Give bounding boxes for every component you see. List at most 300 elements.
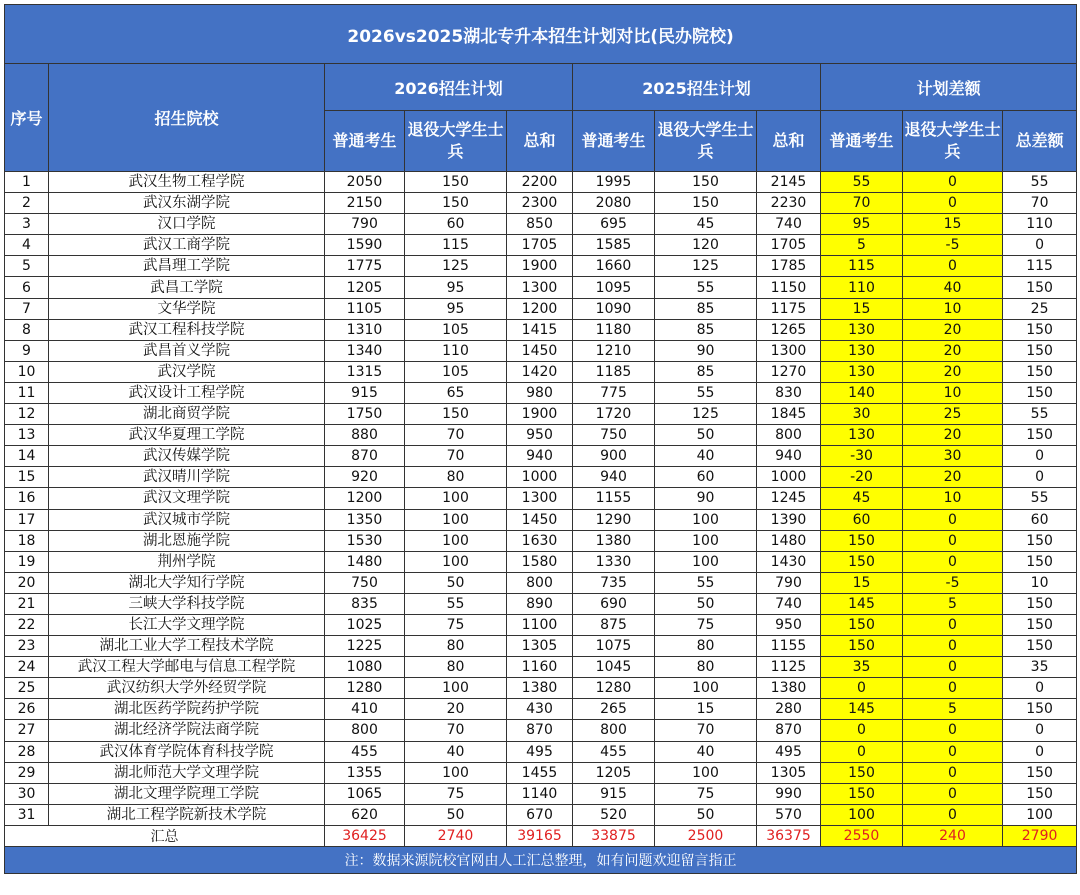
- total-diff-cell: 110: [1003, 214, 1077, 235]
- regular-2026-cell: 1225: [325, 636, 405, 657]
- seq-cell: 2: [5, 193, 49, 214]
- veteran-2026-cell: 105: [405, 361, 507, 382]
- veteran-2025-cell: 50: [655, 804, 757, 825]
- total-2025-cell: 1390: [757, 509, 821, 530]
- table-row: [5, 488, 1077, 509]
- regular-2025-cell: 2080: [573, 193, 655, 214]
- school-cell: 武汉纺织大学外经贸学院: [49, 678, 325, 699]
- school-cell: 三峡大学科技学院: [49, 593, 325, 614]
- total-2025-cell: 1705: [757, 235, 821, 256]
- veteran-2025-cell: 50: [655, 425, 757, 446]
- summary-veteran-2025: 2500: [655, 825, 757, 846]
- total-diff-cell: 0: [1003, 678, 1077, 699]
- veteran-2025-cell: 100: [655, 530, 757, 551]
- school-cell: 湖北恩施学院: [49, 530, 325, 551]
- table-row: [5, 530, 1077, 551]
- total-2025-cell: 1150: [757, 277, 821, 298]
- regular-diff-cell: 115: [821, 256, 903, 277]
- veteran-diff-cell: 20: [903, 425, 1003, 446]
- school-cell: 武汉设计工程学院: [49, 382, 325, 403]
- seq-cell: 6: [5, 277, 49, 298]
- veteran-diff-cell: 25: [903, 404, 1003, 425]
- regular-2026-cell: 880: [325, 425, 405, 446]
- regular-2026-cell: 870: [325, 446, 405, 467]
- regular-diff-cell: 95: [821, 214, 903, 235]
- school-cell: 武昌首义学院: [49, 340, 325, 361]
- total-2026-cell: 495: [507, 741, 573, 762]
- seq-cell: 31: [5, 804, 49, 825]
- seq-cell: 10: [5, 361, 49, 382]
- total-diff-cell: 150: [1003, 277, 1077, 298]
- veteran-2025-cell: 85: [655, 361, 757, 382]
- regular-diff-cell: 35: [821, 657, 903, 678]
- school-cell: 武汉工商学院: [49, 235, 325, 256]
- total-diff-cell: 55: [1003, 488, 1077, 509]
- total-diff-cell: 55: [1003, 172, 1077, 193]
- table-row: [5, 720, 1077, 741]
- veteran-2025-cell: 100: [655, 678, 757, 699]
- regular-2025-cell: 1660: [573, 256, 655, 277]
- regular-diff-cell: 55: [821, 172, 903, 193]
- regular-2025-cell: 800: [573, 720, 655, 741]
- table-row: [5, 741, 1077, 762]
- veteran-diff-cell: 0: [903, 530, 1003, 551]
- school-cell: 湖北医药学院药护学院: [49, 699, 325, 720]
- regular-2026-cell: 1310: [325, 319, 405, 340]
- regular-2025-cell: 1205: [573, 762, 655, 783]
- regular-diff-cell: 150: [821, 614, 903, 635]
- regular-diff-cell: 100: [821, 804, 903, 825]
- seq-cell: 26: [5, 699, 49, 720]
- total-2026-cell: 1140: [507, 783, 573, 804]
- regular-diff-cell: 0: [821, 720, 903, 741]
- total-2026-cell: 1900: [507, 404, 573, 425]
- regular-2025-cell: 750: [573, 425, 655, 446]
- total-2025-cell: 570: [757, 804, 821, 825]
- regular-2025-cell: 1185: [573, 361, 655, 382]
- school-cell: 湖北大学知行学院: [49, 572, 325, 593]
- total-diff-cell: 150: [1003, 636, 1077, 657]
- total-diff-cell: 70: [1003, 193, 1077, 214]
- seq-cell: 16: [5, 488, 49, 509]
- school-cell: 武汉华夏理工学院: [49, 425, 325, 446]
- veteran-2026-cell: 105: [405, 319, 507, 340]
- veteran-2025-cell: 150: [655, 172, 757, 193]
- summary-total-2025: 36375: [757, 825, 821, 846]
- total-2026-cell: 890: [507, 593, 573, 614]
- header-regular-diff: 普通考生: [821, 111, 903, 172]
- total-diff-cell: 60: [1003, 509, 1077, 530]
- total-2025-cell: 1300: [757, 340, 821, 361]
- veteran-diff-cell: 0: [903, 172, 1003, 193]
- veteran-diff-cell: 0: [903, 783, 1003, 804]
- table-row: [5, 193, 1077, 214]
- regular-2026-cell: 1205: [325, 277, 405, 298]
- seq-cell: 13: [5, 425, 49, 446]
- total-diff-cell: 150: [1003, 340, 1077, 361]
- veteran-diff-cell: 10: [903, 298, 1003, 319]
- table-row: [5, 699, 1077, 720]
- total-diff-cell: 10: [1003, 572, 1077, 593]
- regular-2026-cell: 1480: [325, 551, 405, 572]
- table-row: [5, 404, 1077, 425]
- veteran-diff-cell: 0: [903, 741, 1003, 762]
- school-cell: 武汉学院: [49, 361, 325, 382]
- total-2026-cell: 850: [507, 214, 573, 235]
- regular-diff-cell: -20: [821, 467, 903, 488]
- table-row: [5, 319, 1077, 340]
- veteran-diff-cell: 15: [903, 214, 1003, 235]
- veteran-diff-cell: 0: [903, 551, 1003, 572]
- veteran-2026-cell: 125: [405, 256, 507, 277]
- table-row: [5, 657, 1077, 678]
- table-row: [5, 425, 1077, 446]
- veteran-diff-cell: 0: [903, 678, 1003, 699]
- veteran-2025-cell: 80: [655, 636, 757, 657]
- veteran-diff-cell: 20: [903, 340, 1003, 361]
- regular-diff-cell: 130: [821, 319, 903, 340]
- regular-2026-cell: 1750: [325, 404, 405, 425]
- total-2025-cell: 1480: [757, 530, 821, 551]
- total-2026-cell: 1630: [507, 530, 573, 551]
- regular-2025-cell: 1720: [573, 404, 655, 425]
- regular-diff-cell: 15: [821, 298, 903, 319]
- total-2026-cell: 1300: [507, 488, 573, 509]
- veteran-2025-cell: 40: [655, 446, 757, 467]
- seq-cell: 8: [5, 319, 49, 340]
- table-row: [5, 551, 1077, 572]
- table-row: [5, 172, 1077, 193]
- total-diff-cell: 25: [1003, 298, 1077, 319]
- regular-2025-cell: 775: [573, 382, 655, 403]
- total-2026-cell: 1300: [507, 277, 573, 298]
- total-2026-cell: 1900: [507, 256, 573, 277]
- veteran-2026-cell: 70: [405, 425, 507, 446]
- veteran-2026-cell: 70: [405, 446, 507, 467]
- table-body: [5, 172, 1077, 826]
- regular-2025-cell: 1330: [573, 551, 655, 572]
- table-row: [5, 509, 1077, 530]
- summary-veteran-diff: 240: [903, 825, 1003, 846]
- regular-2026-cell: 790: [325, 214, 405, 235]
- total-2026-cell: 800: [507, 572, 573, 593]
- total-2025-cell: 1155: [757, 636, 821, 657]
- total-2025-cell: 1125: [757, 657, 821, 678]
- regular-diff-cell: 15: [821, 572, 903, 593]
- regular-diff-cell: 130: [821, 425, 903, 446]
- total-2026-cell: 1000: [507, 467, 573, 488]
- regular-2026-cell: 1065: [325, 783, 405, 804]
- regular-2025-cell: 1075: [573, 636, 655, 657]
- regular-2026-cell: 1355: [325, 762, 405, 783]
- regular-diff-cell: 45: [821, 488, 903, 509]
- total-diff-cell: 150: [1003, 593, 1077, 614]
- regular-2026-cell: 2050: [325, 172, 405, 193]
- total-2025-cell: 800: [757, 425, 821, 446]
- regular-2025-cell: 265: [573, 699, 655, 720]
- veteran-2026-cell: 100: [405, 509, 507, 530]
- seq-cell: 18: [5, 530, 49, 551]
- veteran-2025-cell: 125: [655, 404, 757, 425]
- total-2026-cell: 1705: [507, 235, 573, 256]
- regular-diff-cell: 5: [821, 235, 903, 256]
- veteran-diff-cell: -5: [903, 235, 1003, 256]
- veteran-2026-cell: 75: [405, 614, 507, 635]
- regular-2025-cell: 520: [573, 804, 655, 825]
- veteran-diff-cell: 10: [903, 382, 1003, 403]
- veteran-2026-cell: 65: [405, 382, 507, 403]
- regular-diff-cell: 150: [821, 551, 903, 572]
- regular-2025-cell: 1090: [573, 298, 655, 319]
- regular-2025-cell: 1380: [573, 530, 655, 551]
- regular-2025-cell: 1155: [573, 488, 655, 509]
- regular-2026-cell: 1340: [325, 340, 405, 361]
- school-cell: 长江大学文理学院: [49, 614, 325, 635]
- seq-cell: 17: [5, 509, 49, 530]
- total-2025-cell: 1245: [757, 488, 821, 509]
- school-cell: 湖北工业大学工程技术学院: [49, 636, 325, 657]
- veteran-2026-cell: 100: [405, 762, 507, 783]
- regular-diff-cell: 0: [821, 678, 903, 699]
- total-2026-cell: 670: [507, 804, 573, 825]
- regular-2026-cell: 2150: [325, 193, 405, 214]
- school-cell: 武昌工学院: [49, 277, 325, 298]
- veteran-2026-cell: 100: [405, 530, 507, 551]
- regular-2026-cell: 1105: [325, 298, 405, 319]
- summary-veteran-2026: 2740: [405, 825, 507, 846]
- veteran-2026-cell: 50: [405, 572, 507, 593]
- total-diff-cell: 150: [1003, 614, 1077, 635]
- veteran-diff-cell: 0: [903, 657, 1003, 678]
- total-2026-cell: 1420: [507, 361, 573, 382]
- veteran-2025-cell: 90: [655, 488, 757, 509]
- school-cell: 武汉工程科技学院: [49, 319, 325, 340]
- total-2025-cell: 1430: [757, 551, 821, 572]
- veteran-2025-cell: 55: [655, 572, 757, 593]
- veteran-2026-cell: 100: [405, 551, 507, 572]
- total-diff-cell: 150: [1003, 783, 1077, 804]
- veteran-diff-cell: 5: [903, 699, 1003, 720]
- regular-2025-cell: 735: [573, 572, 655, 593]
- veteran-diff-cell: 0: [903, 720, 1003, 741]
- regular-2025-cell: 1995: [573, 172, 655, 193]
- table-row: [5, 614, 1077, 635]
- total-2025-cell: 280: [757, 699, 821, 720]
- seq-cell: 14: [5, 446, 49, 467]
- veteran-2025-cell: 150: [655, 193, 757, 214]
- table-row: [5, 804, 1077, 825]
- veteran-2025-cell: 85: [655, 298, 757, 319]
- total-2025-cell: 1845: [757, 404, 821, 425]
- veteran-diff-cell: 5: [903, 593, 1003, 614]
- table-row: [5, 636, 1077, 657]
- veteran-2026-cell: 20: [405, 699, 507, 720]
- total-diff-cell: 150: [1003, 382, 1077, 403]
- regular-2026-cell: 750: [325, 572, 405, 593]
- total-2025-cell: 1785: [757, 256, 821, 277]
- regular-2026-cell: 1350: [325, 509, 405, 530]
- total-2025-cell: 1305: [757, 762, 821, 783]
- total-2026-cell: 1450: [507, 340, 573, 361]
- veteran-2026-cell: 75: [405, 783, 507, 804]
- regular-2025-cell: 1180: [573, 319, 655, 340]
- total-diff-cell: 115: [1003, 256, 1077, 277]
- veteran-2026-cell: 80: [405, 657, 507, 678]
- veteran-2026-cell: 50: [405, 804, 507, 825]
- school-cell: 湖北经济学院法商学院: [49, 720, 325, 741]
- seq-cell: 19: [5, 551, 49, 572]
- veteran-diff-cell: 0: [903, 614, 1003, 635]
- veteran-diff-cell: 20: [903, 467, 1003, 488]
- veteran-2025-cell: 125: [655, 256, 757, 277]
- regular-diff-cell: -30: [821, 446, 903, 467]
- total-2026-cell: 1160: [507, 657, 573, 678]
- regular-2025-cell: 1280: [573, 678, 655, 699]
- regular-2026-cell: 455: [325, 741, 405, 762]
- school-cell: 汉口学院: [49, 214, 325, 235]
- table-row: [5, 593, 1077, 614]
- veteran-2026-cell: 100: [405, 678, 507, 699]
- veteran-diff-cell: 0: [903, 256, 1003, 277]
- regular-2026-cell: 1775: [325, 256, 405, 277]
- regular-2025-cell: 875: [573, 614, 655, 635]
- regular-diff-cell: 70: [821, 193, 903, 214]
- veteran-2026-cell: 115: [405, 235, 507, 256]
- summary-total-2026: 39165: [507, 825, 573, 846]
- total-diff-cell: 150: [1003, 699, 1077, 720]
- veteran-diff-cell: 0: [903, 804, 1003, 825]
- table-row: [5, 572, 1077, 593]
- veteran-2026-cell: 80: [405, 467, 507, 488]
- veteran-2026-cell: 95: [405, 298, 507, 319]
- total-2026-cell: 1200: [507, 298, 573, 319]
- table-row: [5, 762, 1077, 783]
- regular-2026-cell: 800: [325, 720, 405, 741]
- regular-2025-cell: 900: [573, 446, 655, 467]
- source-note: 注：数据来源院校官网由人工汇总整理，如有问题欢迎留言指正: [5, 846, 1077, 873]
- summary-regular-2025: 33875: [573, 825, 655, 846]
- veteran-2025-cell: 75: [655, 783, 757, 804]
- veteran-diff-cell: -5: [903, 572, 1003, 593]
- school-cell: 武汉生物工程学院: [49, 172, 325, 193]
- veteran-2025-cell: 120: [655, 235, 757, 256]
- total-2026-cell: 1450: [507, 509, 573, 530]
- veteran-2025-cell: 75: [655, 614, 757, 635]
- school-cell: 文华学院: [49, 298, 325, 319]
- veteran-2026-cell: 40: [405, 741, 507, 762]
- veteran-2025-cell: 60: [655, 467, 757, 488]
- regular-diff-cell: 130: [821, 361, 903, 382]
- regular-diff-cell: 60: [821, 509, 903, 530]
- veteran-2026-cell: 150: [405, 404, 507, 425]
- school-cell: 武汉文理学院: [49, 488, 325, 509]
- regular-diff-cell: 145: [821, 593, 903, 614]
- total-2025-cell: 495: [757, 741, 821, 762]
- total-2026-cell: 870: [507, 720, 573, 741]
- veteran-2026-cell: 55: [405, 593, 507, 614]
- total-2026-cell: 2300: [507, 193, 573, 214]
- total-diff-cell: 0: [1003, 467, 1077, 488]
- regular-2026-cell: 1280: [325, 678, 405, 699]
- total-2026-cell: 1380: [507, 678, 573, 699]
- seq-cell: 27: [5, 720, 49, 741]
- table-row: [5, 361, 1077, 382]
- school-cell: 武汉工程大学邮电与信息工程学院: [49, 657, 325, 678]
- school-cell: 武汉传媒学院: [49, 446, 325, 467]
- total-2025-cell: 2145: [757, 172, 821, 193]
- summary-regular-diff: 2550: [821, 825, 903, 846]
- table-row: [5, 340, 1077, 361]
- total-diff-cell: 150: [1003, 551, 1077, 572]
- total-2026-cell: 980: [507, 382, 573, 403]
- veteran-2026-cell: 60: [405, 214, 507, 235]
- regular-diff-cell: 140: [821, 382, 903, 403]
- total-2025-cell: 950: [757, 614, 821, 635]
- total-2026-cell: 2200: [507, 172, 573, 193]
- regular-2026-cell: 410: [325, 699, 405, 720]
- summary-row: [5, 825, 1077, 846]
- total-diff-cell: 100: [1003, 804, 1077, 825]
- school-cell: 武汉体育学院体育科技学院: [49, 741, 325, 762]
- total-2025-cell: 740: [757, 593, 821, 614]
- total-2025-cell: 1265: [757, 319, 821, 340]
- regular-diff-cell: 110: [821, 277, 903, 298]
- regular-2025-cell: 695: [573, 214, 655, 235]
- seq-cell: 28: [5, 741, 49, 762]
- veteran-diff-cell: 0: [903, 509, 1003, 530]
- school-cell: 武昌理工学院: [49, 256, 325, 277]
- total-2025-cell: 740: [757, 214, 821, 235]
- table-row: [5, 783, 1077, 804]
- total-2026-cell: 1305: [507, 636, 573, 657]
- seq-cell: 15: [5, 467, 49, 488]
- school-cell: 武汉晴川学院: [49, 467, 325, 488]
- total-2025-cell: 1380: [757, 678, 821, 699]
- veteran-2025-cell: 100: [655, 509, 757, 530]
- veteran-diff-cell: 30: [903, 446, 1003, 467]
- veteran-2025-cell: 80: [655, 657, 757, 678]
- seq-cell: 23: [5, 636, 49, 657]
- total-2025-cell: 830: [757, 382, 821, 403]
- table-row: [5, 256, 1077, 277]
- veteran-2025-cell: 55: [655, 382, 757, 403]
- veteran-diff-cell: 20: [903, 319, 1003, 340]
- summary-label: 汇总: [5, 825, 325, 846]
- regular-2026-cell: 1315: [325, 361, 405, 382]
- veteran-diff-cell: 40: [903, 277, 1003, 298]
- seq-cell: 25: [5, 678, 49, 699]
- veteran-2025-cell: 85: [655, 319, 757, 340]
- veteran-2026-cell: 80: [405, 636, 507, 657]
- regular-2025-cell: 1095: [573, 277, 655, 298]
- seq-cell: 20: [5, 572, 49, 593]
- total-2025-cell: 870: [757, 720, 821, 741]
- total-diff-cell: 150: [1003, 361, 1077, 382]
- regular-diff-cell: 145: [821, 699, 903, 720]
- total-2025-cell: 1270: [757, 361, 821, 382]
- regular-2026-cell: 1080: [325, 657, 405, 678]
- seq-cell: 1: [5, 172, 49, 193]
- veteran-2026-cell: 110: [405, 340, 507, 361]
- regular-2026-cell: 915: [325, 382, 405, 403]
- table-title: 2026vs2025湖北专升本招生计划对比(民办院校): [5, 5, 1077, 64]
- seq-cell: 3: [5, 214, 49, 235]
- table-row: [5, 467, 1077, 488]
- plan-comparison-table: [4, 4, 1077, 874]
- veteran-diff-cell: 0: [903, 636, 1003, 657]
- header-total-diff: 总差额: [1003, 111, 1077, 172]
- seq-cell: 30: [5, 783, 49, 804]
